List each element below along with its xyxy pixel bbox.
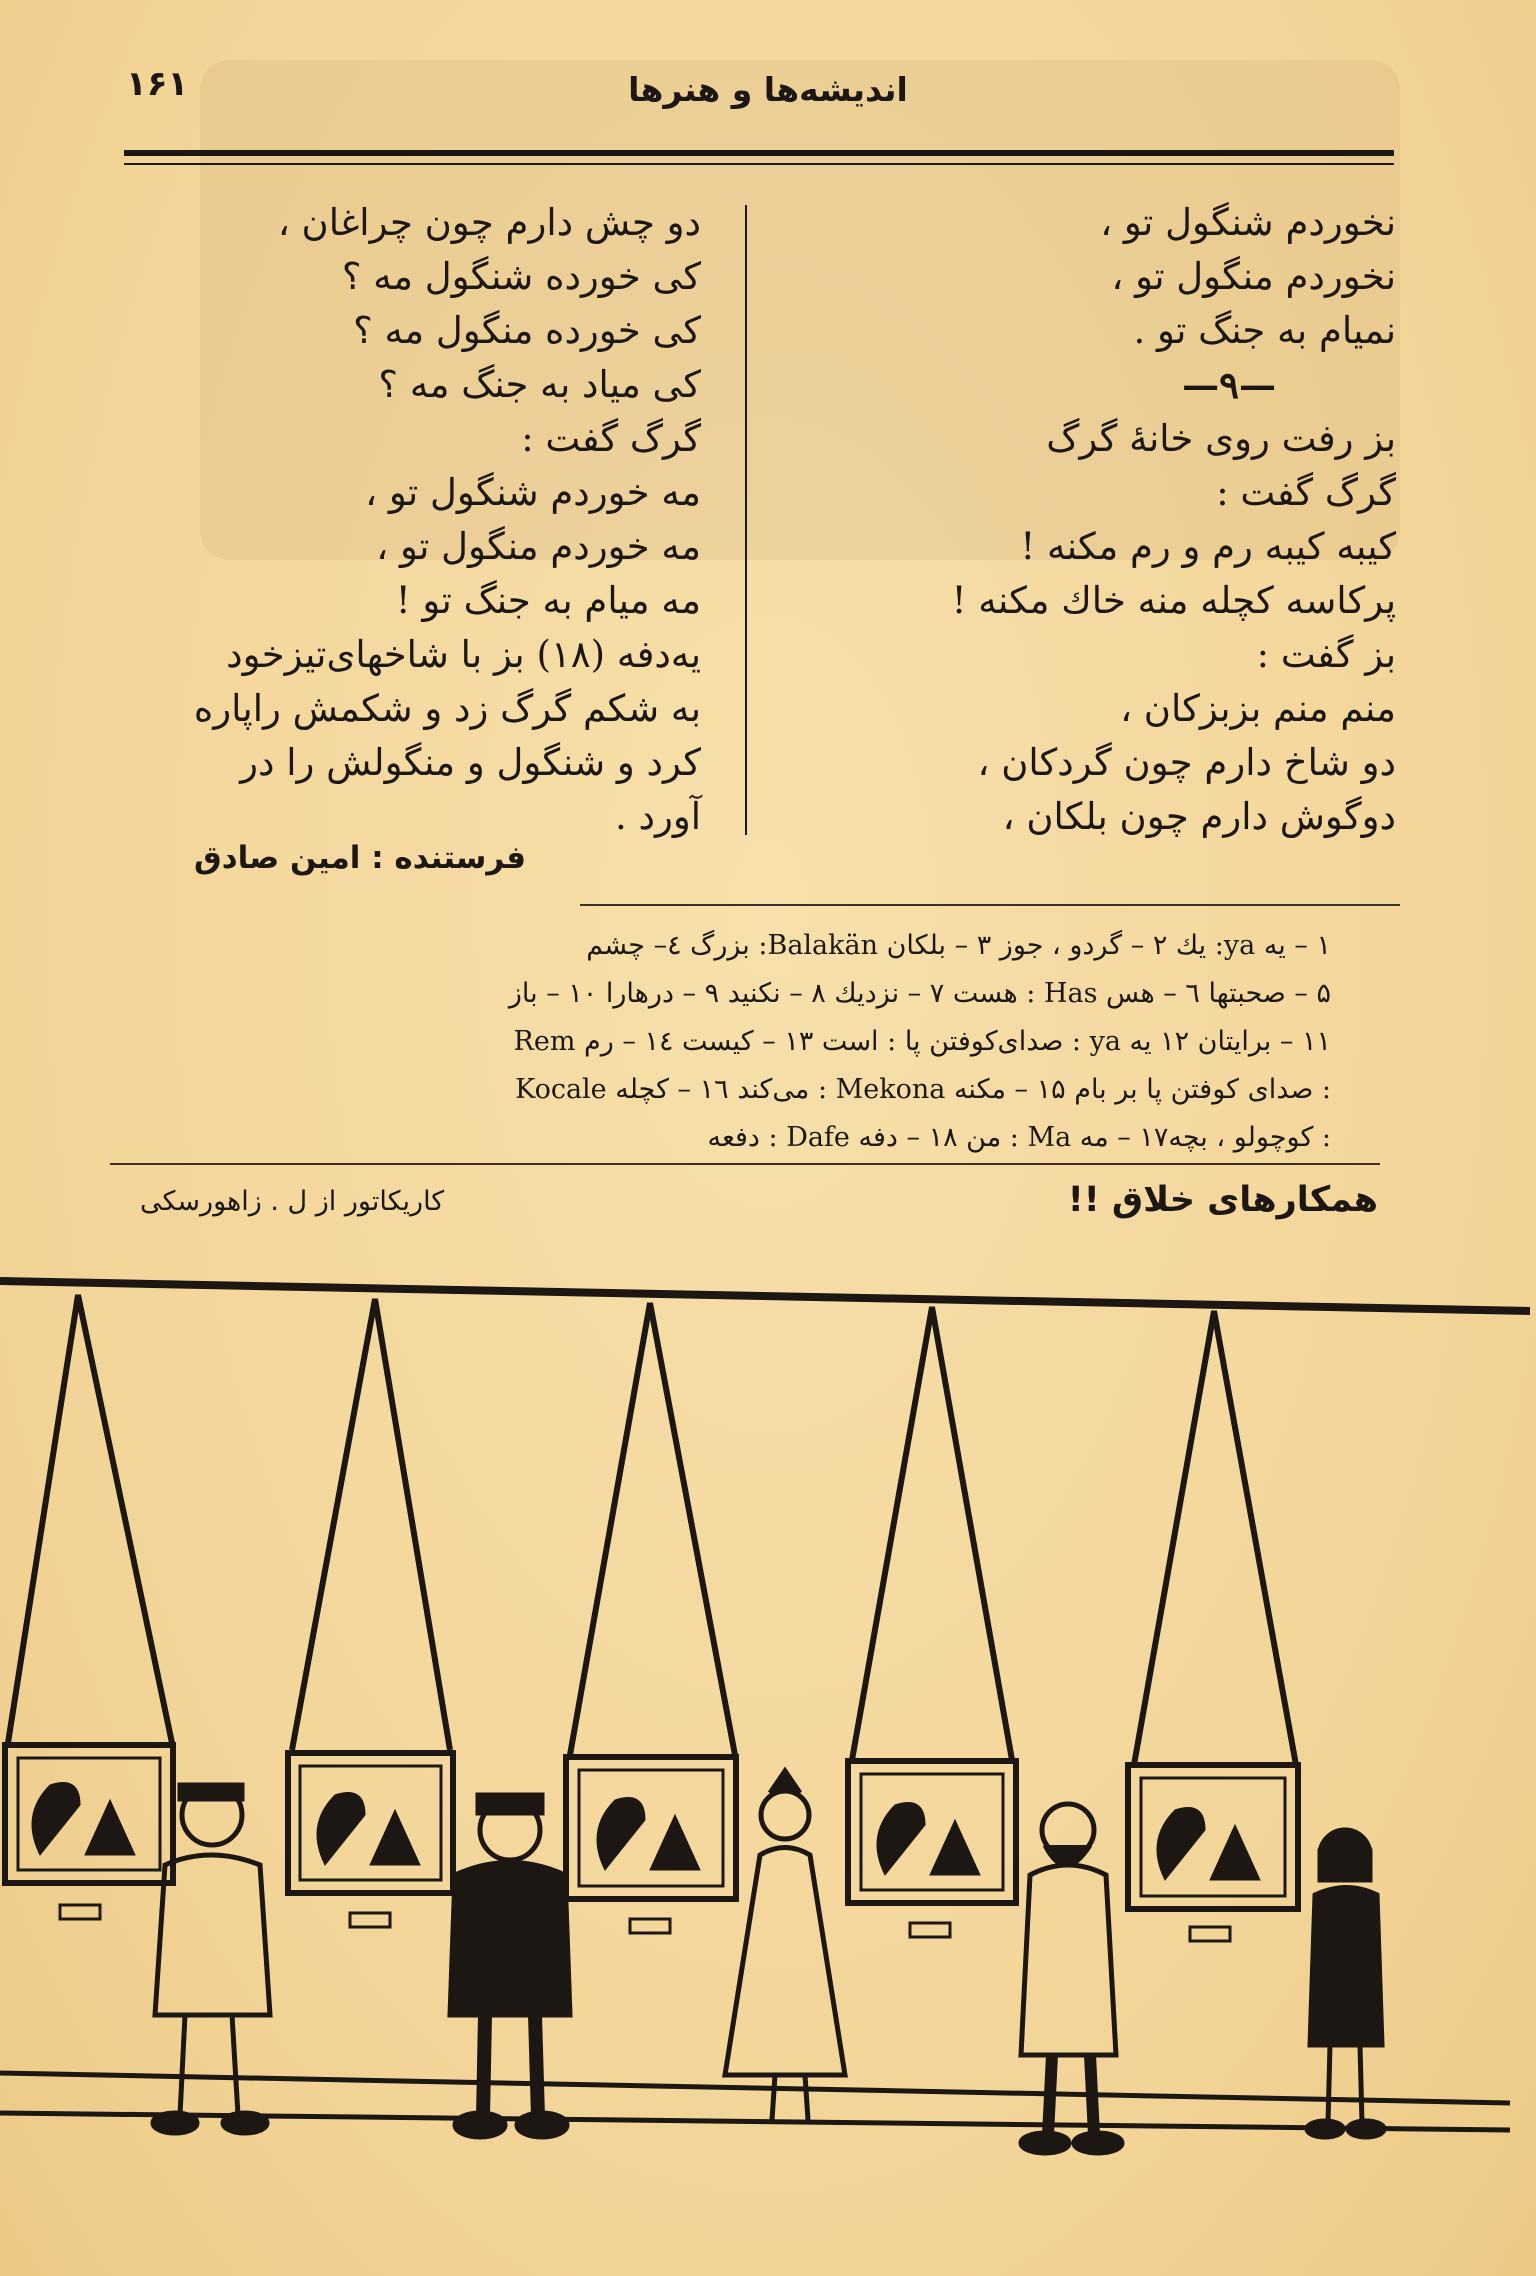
picture-frame [288, 1753, 453, 1927]
poem-line: کیبه کیبه رم و رم مکنه ! [1020, 525, 1396, 568]
poem-line: گرگ گفت : [1216, 471, 1396, 514]
stanza-number: —۹— [1182, 363, 1276, 407]
poem-line: منم منم بزبزکان ، [1120, 687, 1396, 730]
header-rule-thick [124, 150, 1394, 156]
footnote-rule [580, 904, 1400, 906]
hanging-wires [8, 1295, 1296, 1765]
visitor-figure [725, 1771, 845, 2120]
glossary-line: ۱ – یه ya: یك ۲ – گردو ، جوز ۳ – بلکان Balakän: بزرگ ٤– چشم [586, 930, 1331, 961]
prose-line: به شکم گرگ زد و شکمش راپاره [193, 687, 701, 730]
running-title: اندیشه‌ها و هنرها [628, 70, 908, 109]
ceiling-rail [0, 1281, 1530, 1311]
poem-line: نمیام به جنگ تو . [1133, 309, 1396, 352]
column-divider [745, 205, 747, 835]
picture-frame [5, 1745, 173, 1919]
poem-line: کی خورده شنگول مه ؟ [341, 255, 701, 298]
picture-frame [566, 1757, 736, 1933]
sender-credit: فرستنده : امین صادق [194, 840, 526, 876]
poem-line: دو چش دارم چون چراغان ، [277, 201, 701, 244]
header-rule-thin [124, 163, 1394, 165]
prose-line: کرد و شنگول و منگولش را در [240, 741, 701, 784]
glossary-footnotes [151, 922, 1331, 1162]
poem-line: مه میام به جنگ تو ! [395, 579, 701, 622]
cartoon-illustration [0, 1255, 1536, 2276]
poem-line: پرکاسه کچله منه خاك مکنه ! [951, 579, 1396, 622]
page-number: ۱۶۱ [126, 64, 189, 104]
poem-left-column [81, 196, 701, 844]
poem-line: بز رفت روی خانهٔ گرگ [1046, 417, 1396, 460]
picture-frame [1128, 1765, 1298, 1941]
visitor-figure [1021, 1804, 1122, 2153]
glossary-line: : صدای کوفتن پا بر بام ۱۵ – مکنه Mekona : می‌کند ۱٦ – کچله Kocale [515, 1074, 1331, 1105]
glossary-line: ۱۱ – برایتان ۱۲ یه ya : صدای‌کوفتن پا : است ۱۳ – کیست ١٤ – رم Rem [513, 1026, 1331, 1057]
poem-line: مه خوردم منگول تو ، [376, 525, 701, 568]
poem-line: نخوردم شنگول تو ، [1100, 201, 1396, 244]
prose-line: یه‌دفه (۱۸) بز با شاخهای‌تیزخود [226, 633, 701, 676]
cartoon-title: همکارهای خلاق !! [1067, 1180, 1378, 1220]
prose-line: آورد . [614, 795, 701, 838]
glossary-line: : کوچولو ، بچه۱۷ – مه Ma : من ۱۸ – دفه Dafe : دفعه [707, 1122, 1331, 1153]
poem-line: بز گفت : [1256, 633, 1396, 676]
poem-line: مه خوردم شنگول تو ، [365, 471, 701, 514]
visitor-figure [1307, 1830, 1384, 2137]
poem-line: گرگ گفت : [521, 417, 701, 460]
poem-line: دو شاخ دارم چون گردکان ، [977, 741, 1396, 784]
section-rule [110, 1163, 1380, 1165]
glossary-line: ۵ – صحبتها ٦ – هس Has : هست ۷ – نزدیك ۸ – نکنید ۹ – درهارا ۱۰ – باز [508, 978, 1331, 1009]
cartoon-credit: کاریکاتور از ل . زاهورسکی [140, 1186, 445, 1217]
poem-right-column [796, 196, 1396, 844]
poem-line: کی خورده منگول مه ؟ [353, 309, 701, 352]
poem-line: نخوردم منگول تو ، [1111, 255, 1396, 298]
poem-line: کی میاد به جنگ مه ؟ [378, 363, 701, 406]
poem-line: دوگوش دارم چون بلکان ، [1002, 795, 1396, 838]
picture-frame [848, 1761, 1016, 1937]
